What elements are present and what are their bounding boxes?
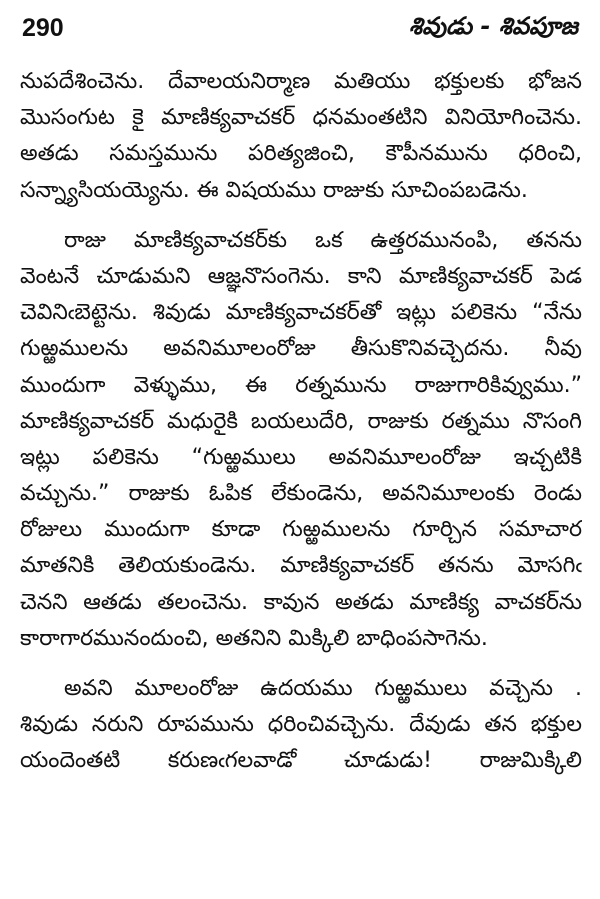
text-line: ముందుగా వెళ్ళుము, ఈ రత్నమును రాజుగారికివ్వుము.” [20,372,582,398]
text-line: చెనని ఆతడు తలంచెను. కావున అతడు మాణిక్య వాచకర్‌ను [20,589,582,615]
text-line: మాతనికి తెలియకుండెను. మాణిక్యవాచకర్ తనను మోసగిఁ [20,553,582,579]
text-line: రోజులు ముందుగా కూడా గుఱ్ఱములను గూర్చిన సమాచార [20,517,582,543]
text-line: ఇట్లు పలికెను “గుఱ్ఱములు అవనిమూలంరోజు ఇచ్చటికి [20,444,582,470]
text-line: అతడు సమస్తమును పరిత్యజించి, కౌపీనమును ధరించి, [20,141,582,167]
body-text [20,64,582,780]
text-line: గుఱ్ఱములను అవనిమూలంరోజు తీసుకొనివచ్చెదను. నీవు [20,336,582,362]
text-line: సన్న్యాసియయ్యెను. ఈ విషయము రాజుకు సూచింపబడెను. [20,177,528,203]
text-line: వచ్చును.” రాజుకు ఓపిక లేకుండెను, అవనిమూలంకు రెండు [20,481,582,507]
text-line: వెంటనే చూడుమని ఆజ్ఞనొసంగెను. కాని మాణిక్యవాచకర్ పెడ [20,263,582,289]
text-line: అవని మూలంరోజు ఉదయము గుఱ్ఱములు వచ్చెను . [64,676,582,701]
text-line: కారాగారమునందుంచి, అతనిని మిక్కిలి బాధింపసాగెను. [20,625,488,651]
text-line: శివుడు నరుని రూపమును ధరించివచ్చెను. దేవుడు తన భక్తుల [20,712,582,738]
text-line: రాజు మాణిక్యవాచకర్‌కు ఒక ఉత్తరమునంపి, తనను [64,227,582,253]
paragraph-1 [20,64,582,209]
paragraph-2 [20,223,582,657]
text-line: చెవినిఁబెట్టెను. శివుడు మాణిక్యవాచకర్‌తో ఇట్లు పలికెను “నేను [20,300,582,326]
text-line: మాణిక్యవాచకర్ మధురైకి బయలుదేరి, రాజుకు రత్నము నొసంగి [20,408,582,434]
page-header [22,10,578,50]
text-line: యందెంతటి కరుణఁగలవాడో చూడుడు! రాజుమిక్కిలి [20,748,582,774]
paragraph-3 [20,671,582,780]
running-title: శివుడు - శివపూజ [408,12,578,40]
page-number: 290 [22,14,64,42]
text-line: నుపదేశించెను. దేవాలయనిర్మాణ మతియు భక్తులకు భోజన [20,69,582,94]
text-line: మొసంగుట కై మాణిక్యవాచకర్ ధనమంతటిని వినియోగించెను. [20,105,582,131]
